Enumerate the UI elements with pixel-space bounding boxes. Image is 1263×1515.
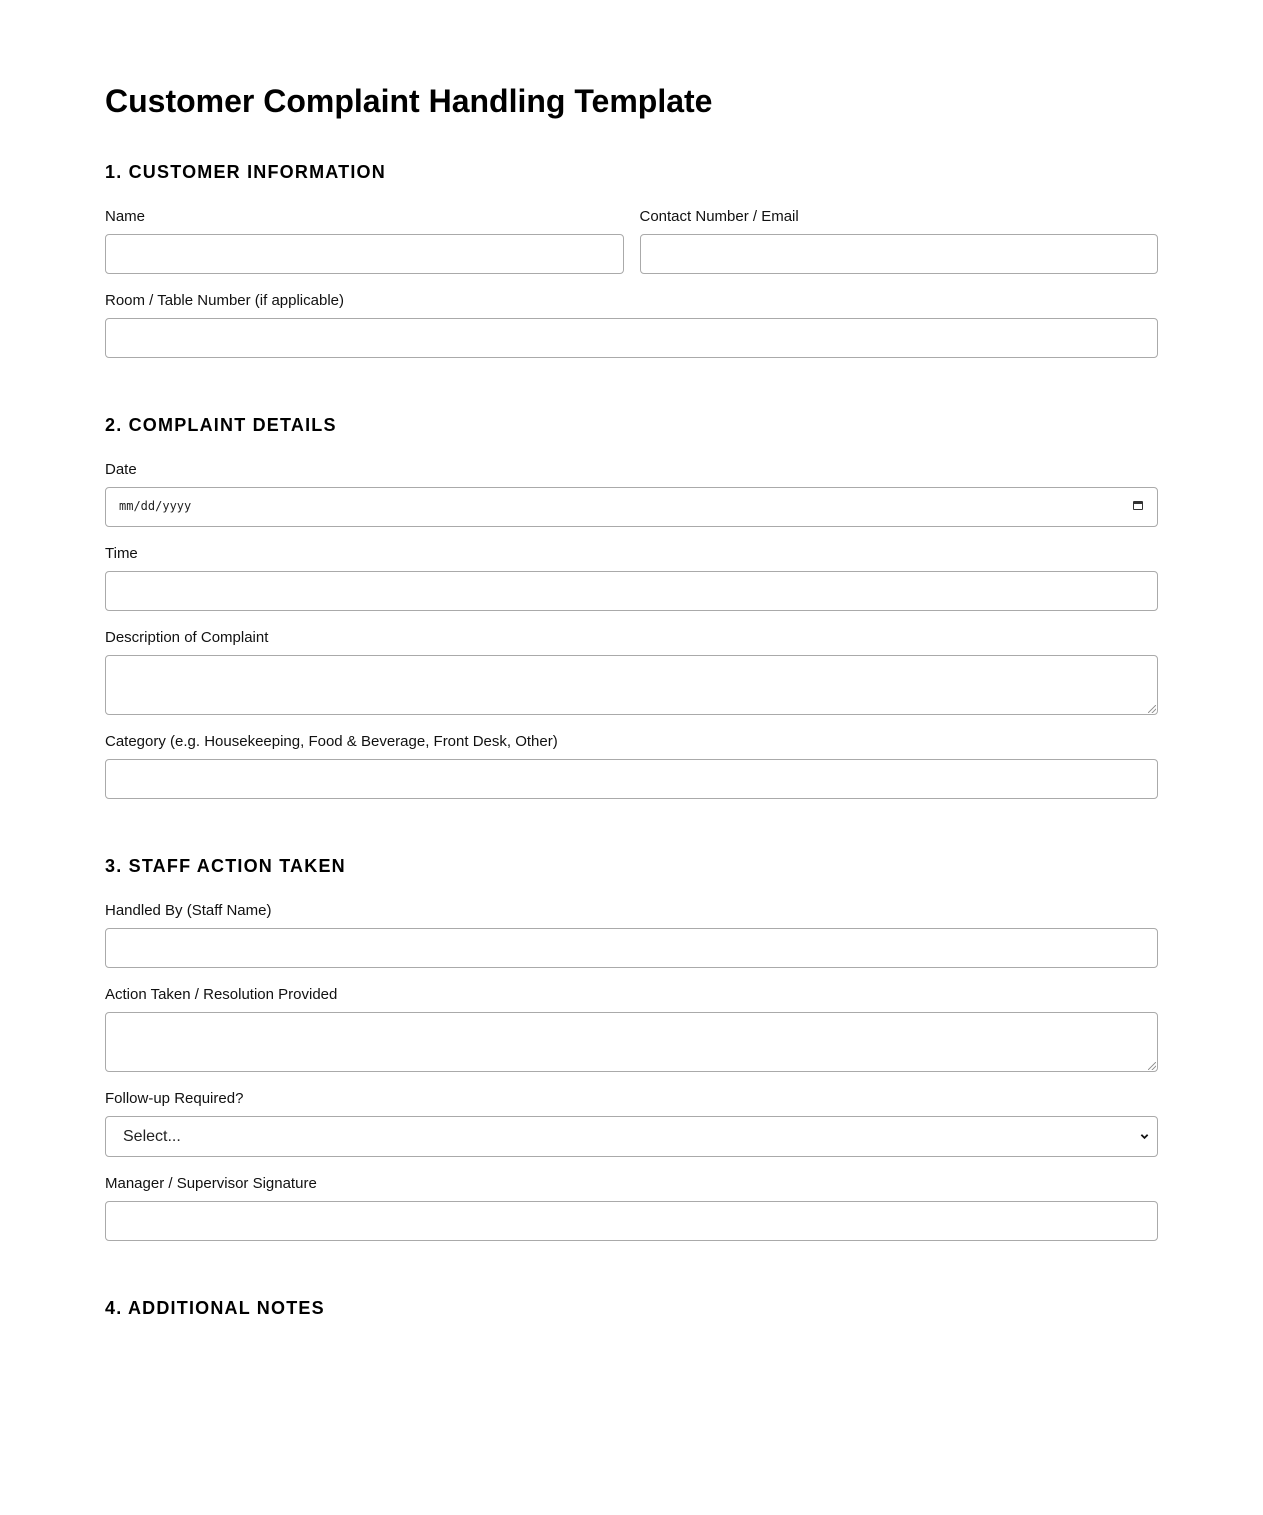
room-table-label: Room / Table Number (if applicable) — [105, 292, 344, 309]
handled-by-field-group — [105, 902, 1158, 968]
section-title: 1. CUSTOMER INFORMATION — [105, 162, 386, 182]
page-title: Customer Complaint Handling Template — [105, 83, 713, 119]
section-title: 3. STAFF ACTION TAKEN — [105, 856, 346, 876]
date-input[interactable] — [105, 487, 1158, 527]
contact-input[interactable] — [640, 234, 1159, 274]
section-title: 2. COMPLAINT DETAILS — [105, 415, 337, 435]
action-taken-textarea[interactable] — [105, 1012, 1158, 1072]
name-field-group — [105, 208, 624, 274]
signature-input[interactable] — [105, 1201, 1158, 1241]
name-contact-row — [105, 208, 1158, 274]
follow-up-select[interactable] — [105, 1116, 1158, 1157]
follow-up-field-group — [105, 1090, 1158, 1157]
contact-field-group — [640, 208, 1159, 274]
follow-up-selected-value: Select... — [123, 1128, 181, 1145]
description-textarea[interactable] — [105, 655, 1158, 715]
section-additional-notes — [105, 1297, 1158, 1319]
chevron-down-icon — [1140, 1132, 1149, 1141]
handled-by-label: Handled By (Staff Name) — [105, 902, 272, 919]
date-placeholder: mm/dd/yyyy — [119, 499, 192, 513]
category-input[interactable] — [105, 759, 1158, 799]
signature-field-group — [105, 1175, 1158, 1241]
category-field-group — [105, 733, 1158, 799]
date-label: Date — [105, 461, 137, 478]
section-title: 4. ADDITIONAL NOTES — [105, 1298, 325, 1318]
action-taken-field-group — [105, 986, 1158, 1072]
resize-handle-icon[interactable] — [1148, 705, 1156, 713]
time-field-group — [105, 545, 1158, 611]
action-taken-label: Action Taken / Resolution Provided — [105, 986, 338, 1003]
description-label: Description of Complaint — [105, 629, 269, 646]
calendar-icon[interactable] — [1133, 501, 1143, 510]
room-table-input[interactable] — [105, 318, 1158, 358]
time-label: Time — [105, 545, 138, 562]
contact-label: Contact Number / Email — [639, 208, 799, 225]
follow-up-label: Follow-up Required? — [105, 1090, 244, 1107]
category-label: Category (e.g. Housekeeping, Food & Beverage, Front Desk, Other) — [105, 733, 558, 750]
section-customer-information — [105, 161, 1158, 358]
description-field-group — [105, 629, 1158, 715]
section-complaint-details — [105, 414, 1158, 799]
name-input[interactable] — [105, 234, 624, 274]
name-label: Name — [105, 208, 146, 225]
time-input[interactable] — [105, 571, 1158, 611]
room-table-field-group — [105, 292, 1158, 358]
signature-label: Manager / Supervisor Signature — [105, 1175, 317, 1192]
resize-handle-icon[interactable] — [1148, 1062, 1156, 1070]
handled-by-input[interactable] — [105, 928, 1158, 968]
date-field-group — [105, 461, 1158, 527]
section-staff-action-taken — [105, 855, 1158, 1241]
